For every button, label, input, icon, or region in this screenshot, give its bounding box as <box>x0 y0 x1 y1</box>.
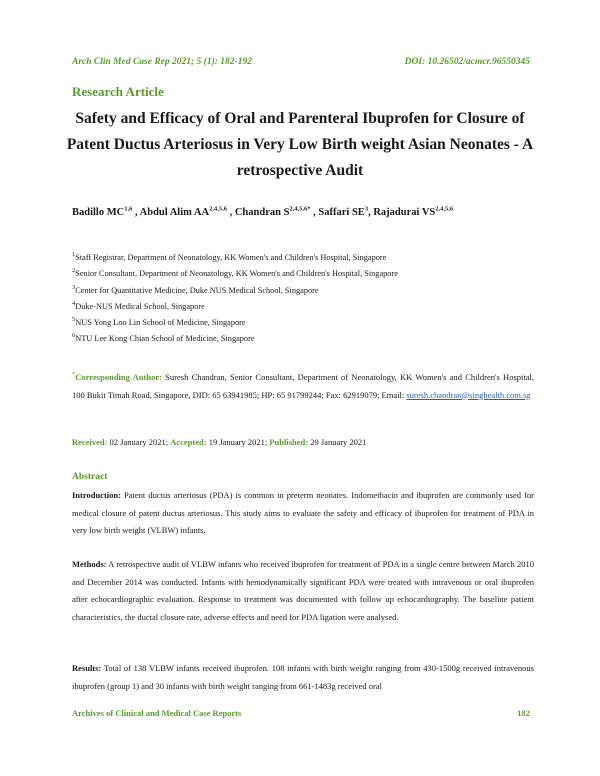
email-link[interactable]: suresh.chandran@singhealth.com.sg <box>406 389 531 400</box>
published-label: Published: <box>269 437 309 447</box>
author-affil-sup: 2,4,5,6 <box>209 205 227 213</box>
accepted-label: Accepted: <box>170 437 207 447</box>
affiliation-sup: 2 <box>72 267 76 275</box>
affiliation-list <box>72 250 398 348</box>
author-separator: , <box>226 207 235 218</box>
affiliation-text: Center for Quantitative Medicine, Duke NUS Medical School, Singapore <box>75 285 319 295</box>
article-title: Safety and Efficacy of Oral and Parenteral Ibuprofen for Closure of Patent Ductus Arteriosus in Very Low Birth weight Asian Neonates - A retrospective Audit <box>66 110 534 179</box>
published-date: 29 January 2021 <box>308 437 367 447</box>
affiliation-sup: 1 <box>72 251 76 259</box>
author-separator: , <box>132 207 140 218</box>
corresponding-star: * <box>72 371 76 379</box>
author-affil-sup: 1,6 <box>124 205 133 213</box>
corresponding-text: Suresh Chandran, Senior Consultant, Department of Neonatology, KK Women's and Children's Hospital, 100 Bukit Timah Road, Singapore, DID: 65 63941985; HP: 65 91799244; Fax: 62919079; Email: <box>72 372 534 400</box>
affiliation-sup: 6 <box>72 332 76 340</box>
page-number: 182 <box>517 708 530 718</box>
results-label: Results: <box>72 663 102 673</box>
abstract-methods <box>72 556 534 627</box>
methods-label: Methods: <box>72 559 107 569</box>
author-list <box>72 207 453 218</box>
affiliation-text: Senior Consultant, Department of Neonatology, KK Women's and Children's Hospital, Singapore <box>75 269 398 279</box>
author-affil-sup: 2,4,5,6* <box>289 205 311 213</box>
affiliation-text: Duke-NUS Medical School, Singapore <box>75 301 205 311</box>
abstract-introduction <box>72 487 534 540</box>
affiliation-item <box>72 299 398 315</box>
introduction-text: Patent ductus arteriosus (PDA) is common in preterm neonates. Indomethacin and ibuprofen are commonly used for medical closure of patent ductus arteriosus. This study aims to evaluate the safety and efficacy of ibuprofen for treatment of PDA in very low birth weight (VLBW) infants. <box>72 490 534 536</box>
affiliation-item <box>72 331 398 347</box>
author-affil-sup: 3 <box>364 205 369 213</box>
methods-text: A retrospective audit of VLBW infants who received ibuprofen for treatment of PDA in a single centre between March 2010 and December 2014 was conducted. Infants with hemodynamically significant PDA were treated with intravenous or oral ibuprofen after echocardiographic evaluation. Response to treatment was documented with follow up echocardiography. The baseline patient characteristics, the ductal closure rate, adverse effects and need for PDA ligation were analysed. <box>72 559 534 623</box>
author-name: Badillo MC <box>72 207 125 218</box>
author-name: Saffari SE <box>318 207 365 218</box>
affiliation-sup: 5 <box>72 316 76 324</box>
accepted-date: 19 January 2021; <box>206 437 270 447</box>
author-affil-sup: 2,4,5,6 <box>435 205 454 213</box>
results-text: Total of 138 VLBW infants received ibuprofen. 108 infants with birth weight ranging from 430-1500g received intravenous ibuprofen (group 1) and 30 infants with birth weight ranging from 661-1483g received oral <box>72 663 534 691</box>
abstract-results <box>72 660 534 695</box>
affiliation-sup: 3 <box>72 283 76 291</box>
introduction-label: Introduction: <box>72 490 121 500</box>
article-type: Research Article <box>72 84 164 99</box>
affiliation-text: Staff Registrar, Department of Neonatology, KK Women's and Children's Hospital, Singapore <box>75 253 387 262</box>
abstract-heading: Abstract <box>72 472 108 482</box>
affiliation-sup: 4 <box>72 300 76 308</box>
author-separator: , <box>310 207 319 218</box>
affiliation-item <box>72 283 398 299</box>
affiliation-item <box>72 315 398 331</box>
corresponding-label: Corresponding Author: <box>75 372 162 382</box>
received-date: 02 January 2021; <box>107 437 171 447</box>
corresponding-author <box>72 369 534 404</box>
author-name: Rajadurai VS <box>373 207 436 218</box>
affiliation-item <box>72 250 398 266</box>
received-label: Received: <box>72 437 108 447</box>
affiliation-item <box>72 266 398 282</box>
journal-reference: Arch Clin Med Case Rep 2021; 5 (1): 182-192 <box>72 57 252 67</box>
author-name: Chandran S <box>234 207 290 218</box>
publication-dates <box>72 437 366 447</box>
doi[interactable]: DOI: 10.26502/acmcr.96550345 <box>404 57 530 67</box>
affiliation-text: NUS Yong Loo Lin School of Medicine, Singapore <box>75 318 246 328</box>
author-separator: , <box>368 207 374 218</box>
author-name: Abdul Alim AA <box>139 207 210 218</box>
footer-journal-name: Archives of Clinical and Medical Case Reports <box>72 708 242 718</box>
affiliation-text: NTU Lee Kong Chian School of Medicine, Singapore <box>75 334 255 344</box>
